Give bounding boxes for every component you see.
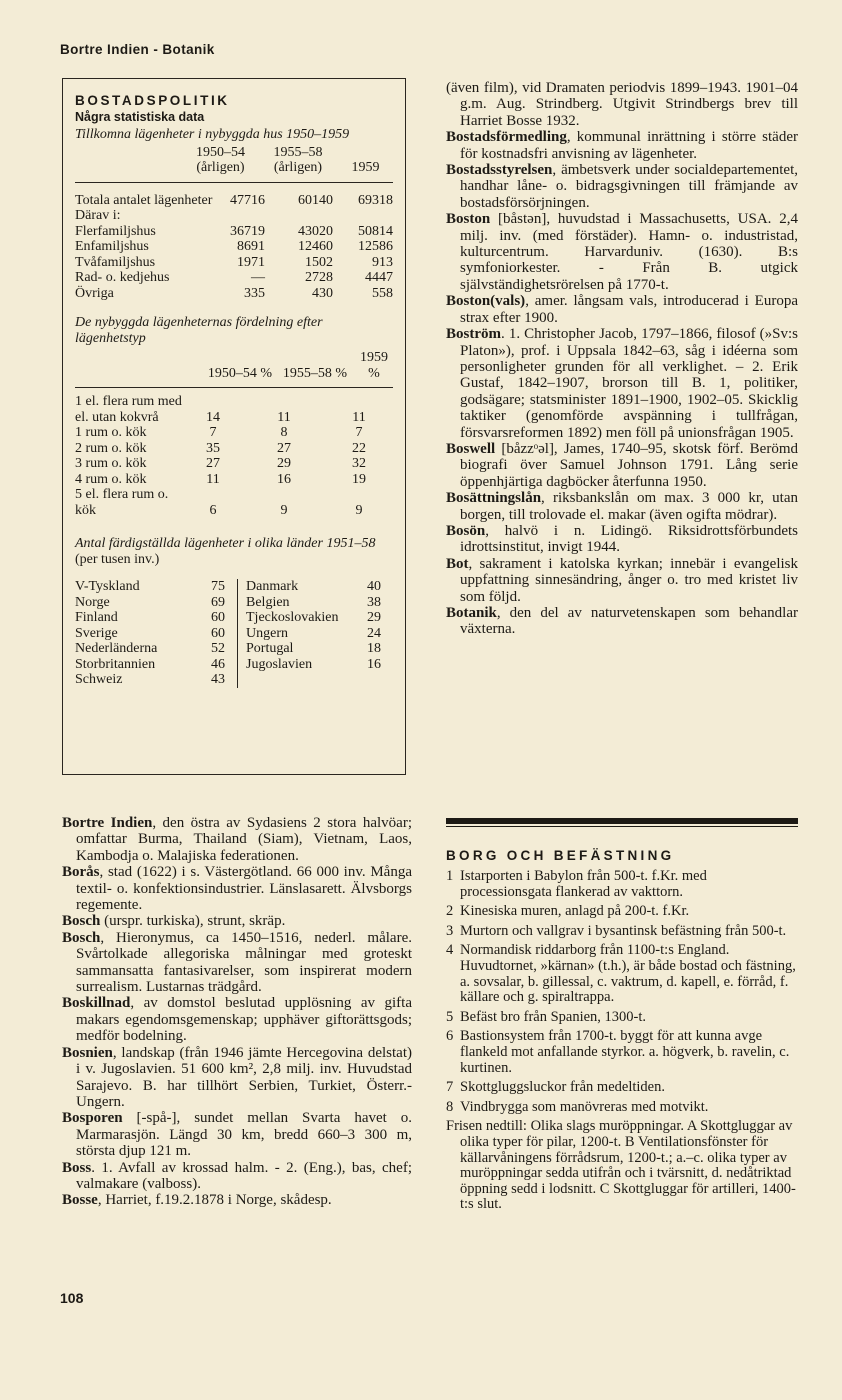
table1-label: Totala antalet lägenheter: [75, 192, 213, 208]
country-value: 60: [211, 610, 225, 625]
entry-text: , den östra av Sydasiens 2 stora halvöar; omfattar Burma, Thailand (Siam), Vietnam, Laos, Kambodja o. Malajiska federationen.: [76, 815, 412, 864]
box-subtitle: Några statistiska data: [75, 109, 205, 124]
table1-value: 47716: [230, 192, 265, 208]
table1-value: 4447: [365, 270, 393, 285]
country-name: Storbritannien: [75, 656, 156, 672]
borg-item-text: Kinesiska muren, anlagd på 200-t. f.Kr.: [460, 903, 690, 920]
countries-table: [75, 579, 393, 688]
table2-label: 1 el. flera rum med el. utan kokvrå: [75, 394, 182, 425]
borg-title: BORG OCH BEFÄSTNING: [446, 848, 675, 863]
table2-row: [75, 456, 393, 472]
country-row: [75, 595, 225, 611]
table2-row: [75, 487, 393, 518]
table1-value: 335: [244, 285, 265, 301]
table1-value: 1971: [237, 254, 265, 270]
entry-text: , ämbetsverk under socialdepartementet, handhar låne- o. bidragsgivningen till främjande av bostadsförsörjningen.: [460, 162, 798, 211]
country-name: Jugoslavien: [246, 656, 313, 672]
section-divider-thick: [446, 818, 798, 824]
table1-label: Rad- o. kedjehus: [75, 270, 170, 285]
entry-headword: Bosch: [62, 913, 101, 930]
country-row: [246, 641, 381, 657]
entry-text: , Harriet, f.19.2.1878 i Norge, skådesp.: [97, 1192, 332, 1209]
table1-row: [75, 239, 393, 255]
table1-value: [215, 208, 265, 224]
country-value: 16: [367, 656, 381, 672]
borg-item-number: 7: [446, 1079, 454, 1096]
encyclopedia-entry: [62, 995, 412, 1044]
entry-text: , halvö i n. Lidingö. Riksidrottsförbundets idrottsinstitut, invigt 1944.: [460, 522, 798, 556]
table1-value: [333, 208, 393, 224]
entry-headword: Bosättningslån: [446, 490, 542, 507]
country-row: [246, 657, 381, 673]
frise-caption: Frisen nedtill: Olika slags muröppningar. A Skottgluggar av olika typer för pilar, 1200-t. B Ventilationsfönster för källarvåningens förrådsrum, 1200-t.; a.–c. olika typer av muröppningar sedda utifrån och i tvärsnitt, d. nedåtriktad öppning sedd i lodsnitt. C Skottgluggar för artilleri, 1400-t:s slut.: [446, 1118, 796, 1213]
country-value: 46: [211, 656, 225, 672]
entry-text: (även film), vid Dramaten periodvis 1899–1943. 1901–04 g.m. Aug. Strindberg. Utgivit Strindbergs brev till Harriet Bosse 1932.: [446, 80, 798, 129]
table1-value: 430: [312, 285, 333, 301]
table1-label: Flerfamiljshus: [75, 223, 156, 239]
borg-item-number: 2: [446, 903, 454, 920]
table2-row: [75, 394, 393, 425]
table1-value: 69318: [358, 192, 393, 208]
page-number: 108: [60, 1290, 84, 1306]
entry-text: , av domstol beslutad upplösning av gifta makars egendomsgemenskap; upphäver giftorättsgods; medför bodelning.: [76, 995, 412, 1045]
borg-item-text: Skottgluggsluckor från medeltiden.: [460, 1079, 665, 1096]
entry-text: , riksbankslån om max. 3 000 kr, utan borgen, till trolovade el. makar (även ogifta mödrar).: [460, 490, 798, 523]
borg-item: [446, 904, 798, 920]
table2-value: 14: [206, 409, 220, 425]
table2-value: 27: [277, 440, 291, 456]
country-name: Nederländerna: [75, 641, 158, 656]
entry-text: [båstən], huvudstad i Massachusetts, USA. 2,4 milj. inv. (med förstäder). Hamn- o. industristad, kulturcentrum. Harvarduniv. (1630). B:s symfoniorkester. - Från B. utgick självständighetsrörelsen på 1770-t.: [460, 211, 798, 293]
table2-value: 29: [277, 456, 291, 471]
table1-col2: 1955–58 (årligen): [273, 144, 323, 175]
borg-item-number: 3: [446, 922, 454, 939]
table2-value: 11: [206, 471, 220, 487]
table1-value: 50814: [358, 223, 393, 239]
country-row: [75, 672, 225, 688]
table2-row: [75, 441, 393, 457]
country-row: [75, 626, 225, 642]
entry-headword: Boskillnad: [62, 995, 131, 1012]
entry-headword: Boston(vals): [446, 293, 526, 310]
table1-row: [75, 255, 393, 271]
country-row: [75, 641, 225, 657]
encyclopedia-entry: [446, 129, 798, 162]
table1-label: Enfamiljshus: [75, 239, 149, 254]
entry-text: [-spå-], sundet mellan Svarta havet o. Marmarasjön. Längd 30 km, bredd 660–3 300 m, största djup 121 m.: [76, 1110, 412, 1160]
entry-headword: Bosse: [62, 1192, 98, 1209]
country-value: 69: [211, 594, 225, 610]
entry-headword: Bosnien: [62, 1044, 113, 1061]
table1-value: 558: [372, 285, 393, 301]
country-name: V-Tyskland: [75, 579, 140, 594]
encyclopedia-entry: [446, 293, 798, 326]
encyclopedia-entry: [62, 1045, 412, 1111]
country-value: 60: [211, 625, 225, 641]
borg-item-text: Istarporten i Babylon från 500-t. f.Kr. med processionsgata flankerad av vakttorn.: [460, 868, 707, 900]
encyclopedia-entry: [446, 523, 798, 556]
country-row: [246, 626, 381, 642]
table2-value: 6: [209, 502, 217, 518]
country-row: [75, 610, 225, 626]
country-name: Belgien: [246, 594, 290, 610]
country-name: Finland: [75, 610, 118, 625]
table1-col3: 1959: [351, 160, 380, 175]
entry-headword: Boswell: [446, 440, 496, 457]
borg-item-text: Vindbrygga som manövreras med motvikt.: [460, 1098, 709, 1115]
entry-text: , sakrament i katolska kyrkan; innebär i evangelisk uppfattning sinnesändring, ånger o. tro med kristet liv som följd.: [460, 555, 798, 605]
table2-value: 8: [280, 425, 288, 440]
borg-item: [446, 924, 798, 940]
country-value: 75: [211, 579, 225, 594]
table1-row: [75, 193, 393, 209]
new-dwellings-rows: [75, 193, 393, 302]
country-name: Norge: [75, 594, 110, 610]
new-dwellings-table: [75, 145, 393, 176]
borg-item-text: Normandisk riddarborg från 1100-t:s England. Huvudtornet, »kärnan» (t.h.), är både bostad och fästning, a. sovsalar, b. gillessal, c. vaktrum, d. kapell, e. förråd, f. källare och g. spiraltrappa.: [460, 942, 796, 1006]
table1-header: [75, 145, 393, 176]
table2-value: 35: [206, 440, 220, 456]
encyclopedia-entry: [446, 490, 798, 523]
table1-value: 913: [372, 254, 393, 270]
encyclopedia-entry: [62, 864, 412, 913]
country-name: Danmark: [246, 579, 299, 594]
borg-items: [446, 869, 798, 1115]
table2-row: [75, 472, 393, 488]
entry-text: , stad (1622) i s. Västergötland. 66 000 inv. Många textil- o. konfektionsindustrier. Länslasarett. Älvsborgs regemente.: [76, 864, 412, 914]
table3-title-suffix: (per tusen inv.): [75, 551, 160, 567]
table3-title-block: [75, 536, 393, 567]
table2-label: 1 rum o. kök: [75, 425, 147, 440]
borg-item-number: 4: [446, 942, 454, 959]
table2-row: [75, 425, 393, 441]
entry-headword: Bostadsförmedling: [446, 129, 567, 146]
table2-value: 22: [352, 440, 366, 456]
table1-label: Tvåfamiljshus: [75, 254, 156, 270]
table2-value: 32: [352, 456, 366, 471]
table1-value: 60140: [298, 192, 333, 208]
table1-value: 2728: [305, 270, 333, 285]
entry-headword: Boston: [446, 211, 491, 228]
encyclopedia-entry: [446, 80, 798, 129]
table1-value: —: [251, 270, 265, 285]
entry-text: , den del av naturvetenskapen som behandlar växterna.: [460, 605, 798, 638]
entry-text: . 1. Avfall av krossad halm. - 2. (Eng.), bas, chef; valmakare (valboss).: [76, 1159, 412, 1192]
table1-value: 43020: [298, 223, 333, 239]
entry-headword: Bot: [446, 555, 469, 572]
entry-headword: Bostadsstyrelsen: [446, 162, 553, 179]
country-name: Sverige: [75, 625, 118, 641]
country-value: 43: [211, 672, 225, 687]
borg-item: [446, 869, 798, 900]
encyclopedia-entry: [62, 1160, 412, 1193]
country-value: 18: [367, 641, 381, 656]
encyclopedia-entry: [446, 326, 798, 441]
table1-value: 1502: [305, 254, 333, 270]
table2-label: 3 rum o. kök: [75, 456, 147, 471]
table2-rule: [75, 387, 393, 388]
country-row: [75, 657, 225, 673]
table1-row: [75, 270, 393, 286]
encyclopedia-entry: [62, 913, 412, 929]
encyclopedia-entry: [446, 162, 798, 211]
countries-right-column: [237, 579, 387, 688]
table1-col1: 1950–54 (årligen): [196, 144, 245, 175]
encyclopedia-entry: [446, 556, 798, 605]
entry-headword: Bosch: [62, 929, 101, 946]
entry-text: . 1. Christopher Jacob, 1797–1866, filosof (»Sv:s Platon»), prof. i Uppsala 1842–63, såg i idéerna som personligheter grunden för all verklighet. – 2. Erik Gustaf, 1842–1907, brorson till B. 1, politiker, godsägare; statsminister 1891–1900, 1902–05. Skicklig taktiker (genomförde avspänning i tullfrågan, försvarsreformen 1892) men föll på unionsfrågan 1905.: [460, 326, 798, 441]
borg-och-befastning-section: [446, 848, 798, 1213]
table1-value: [265, 208, 333, 224]
borg-item: [446, 1100, 798, 1116]
borg-item-text: Befäst bro från Spanien, 1300-t.: [460, 1008, 647, 1025]
table1-value: 8691: [237, 239, 265, 254]
entry-text: , landskap (från 1946 jämte Hercegovina delstat) i v. Jugoslavien. 51 600 km², 2,8 milj. inv. Huvudstad Sarajevo. B. har tillhört Serbien, Turkiet, Österr.-Ungern.: [76, 1044, 412, 1110]
statistics-box: [62, 78, 406, 775]
table3-title: Antal färdigställda lägenheter i olika länder 1951–58: [75, 536, 376, 551]
table2-value: 7: [355, 425, 363, 440]
country-value: 24: [367, 625, 381, 641]
borg-item: [446, 943, 798, 1005]
borg-item-number: 8: [446, 1098, 454, 1115]
country-value: 29: [367, 610, 381, 625]
encyclopedia-entry: [446, 211, 798, 293]
table2-label: 5 el. flera rum o. kök: [75, 487, 169, 518]
country-name: Ungern: [246, 625, 288, 641]
table1-row: [75, 286, 393, 302]
borg-item-number: 5: [446, 1008, 454, 1025]
table2-value: 7: [209, 425, 217, 440]
table1-value: 12586: [358, 239, 393, 254]
table2-value: 11: [277, 409, 291, 425]
table1-rule: [75, 182, 393, 183]
entry-headword: Bosön: [446, 522, 486, 539]
borg-item: [446, 1010, 798, 1026]
table1-title: Tillkomna lägenheter i nybyggda hus 1950–1959: [75, 127, 350, 142]
entry-text: (urspr. turkiska), strunt, skräp.: [100, 913, 286, 930]
entry-headword: Boss: [62, 1159, 92, 1176]
section-divider-thin: [446, 826, 798, 827]
table2-value: 19: [352, 471, 366, 487]
table2-col2: 1955–58 %: [282, 365, 348, 381]
encyclopedia-entry: [62, 815, 412, 864]
table2-value: 11: [352, 409, 366, 425]
running-head: Bortre Indien - Botanik: [60, 42, 215, 57]
country-name: Schweiz: [75, 672, 123, 687]
country-row: [75, 579, 225, 595]
country-value: 52: [211, 641, 225, 656]
entry-headword: Boström: [446, 326, 501, 343]
table1-label: Övriga: [75, 285, 114, 301]
countries-left-column: [75, 579, 231, 688]
table2-header: [75, 350, 393, 381]
table1-row: [75, 208, 393, 224]
dwelling-type-table: [75, 394, 393, 518]
entry-headword: Bortre Indien: [62, 815, 153, 831]
table2-label: 4 rum o. kök: [75, 471, 147, 487]
entry-text: , Hieronymus, ca 1450–1516, nederl. målare. Svårtolkade allegoriska målningar med groteskt sammansatta fantasivarelser, som inspirerat modern surrealism. Lustarnas trädgård.: [76, 929, 412, 996]
table2-value: 16: [277, 471, 291, 487]
borg-item: [446, 1029, 798, 1076]
table1-row: [75, 224, 393, 240]
entry-text: , kommunal inrättning i större städer för kostnadsfri anvisning av lägenheter.: [460, 129, 798, 162]
country-row: [246, 595, 381, 611]
box-title: BOSTADSPOLITIK: [75, 93, 230, 108]
entry-headword: Bosporen: [62, 1110, 123, 1127]
encyclopedia-entry: [62, 1192, 412, 1208]
country-value: 40: [367, 579, 381, 594]
borg-item-text: Bastionsystem från 1700-t. byggt för att kunna avge flankeld mot anfallande styrkor. a. högverk, b. ravelin, c. kurtinen.: [460, 1028, 790, 1076]
table1-value: 36719: [230, 223, 265, 239]
borg-item-number: 1: [446, 868, 454, 884]
encyclopedia-entry: [62, 930, 412, 996]
table2-col1: 1950–54 %: [207, 365, 273, 381]
left-column-entries: [62, 815, 412, 1209]
table1-value: 12460: [298, 239, 333, 254]
country-value: 38: [367, 594, 381, 610]
table2-title: De nybyggda lägenheternas fördelning efter lägenhetstyp: [75, 315, 323, 346]
borg-item-number: 6: [446, 1028, 454, 1045]
borg-item: [446, 1080, 798, 1096]
table2-col3: 1959 %: [360, 350, 388, 381]
entry-headword: Botanik: [446, 605, 497, 621]
table2-value: 27: [206, 456, 220, 471]
encyclopedia-entry: [62, 1110, 412, 1159]
table2-label: 2 rum o. kök: [75, 440, 147, 456]
country-row: [246, 610, 381, 626]
country-row: [246, 579, 381, 595]
entry-text: [båzzᵒəl], James, 1740–95, skotsk förf. Berömd biografi över Samuel Johnson 1791. Lång serie öppenhjärtiga dagböcker återfunna 1950.: [460, 440, 798, 490]
dwelling-type-table-header: [75, 350, 393, 381]
table2-value: 9: [280, 502, 288, 518]
encyclopedia-entry: [446, 605, 798, 638]
entry-headword: Borås: [62, 864, 100, 881]
country-name: Tjeckoslovakien: [246, 610, 339, 625]
table2-value: 9: [355, 502, 363, 518]
right-column-entries: [446, 80, 798, 638]
encyclopedia-entry: [446, 441, 798, 490]
entry-text: , amer. långsam vals, introducerad i Europa strax efter 1900.: [460, 293, 798, 326]
table1-label: Därav i:: [75, 208, 121, 223]
country-name: Portugal: [246, 641, 294, 656]
borg-item-text: Murtorn och vallgrav i bysantinsk befästning från 500-t.: [460, 922, 787, 939]
